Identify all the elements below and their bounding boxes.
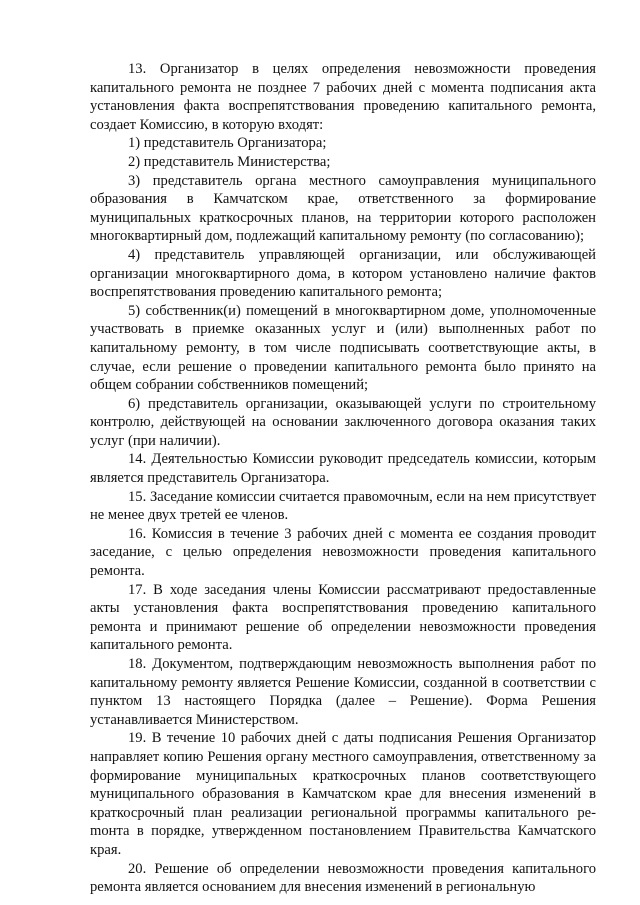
paragraph-13-item-1: 1) представитель Организатора; xyxy=(128,135,327,152)
paragraph-13-item-2: 2) представитель Министерства; xyxy=(128,153,331,170)
paragraph-17: 17. В ходе заседания члены Комиссии рассматривают предоставленные акты установления факта воспрепятствования проведению капитального ремонта и принимают решение об определении невозможности проведения капитального ремонта. xyxy=(90,581,596,654)
paragraph-19: 19. В течение 10 рабочих дней с даты подписания Решения Организатор направляет копию Решения органу местного самоуправления, ответственному за формирование муниципальных краткосрочных планов соответствующего муниципального образования в Камчатском крае для внесения изменений в краткосрочный план реализации региональной программы капитального реmонта в порядке, утвержденном постановлением Правительства Камчатского края. xyxy=(90,730,596,858)
paragraph-18: 18. Документом, подтверждающим невозможность выполнения работ по капитальному ремонту является Решение Комиссии, созданной в соответствии с пунктом 13 настоящего Порядка (далее – Решение). Форма Решения устанавливается Министерством. xyxy=(90,656,596,728)
paragraph-13-item-6: 6) представитель организации, оказывающей услуги по строительному контролю, действующей на основании заключенного договора оказания таких услуг (при наличии). xyxy=(90,395,596,449)
document-page xyxy=(90,60,596,897)
paragraph-13: 13. Организатор в целях определения невозможности проведения капитального ремонта не позднее 7 рабочих дней с момента подписания акта установления факта воспрепятствования проведению капитального ремонта, создает Комиссию, в которую входят: xyxy=(90,61,596,133)
paragraph-16: 16. Комиссия в течение 3 рабочих дней с момента ее создания проводит заседание, с целью определения невозможности проведения капитального ремонта. xyxy=(90,525,596,580)
paragraph-20: 20. Решение об определении невозможности проведения капитального ремонта является основанием для внесения изменений в региональную xyxy=(90,860,596,896)
paragraph-13-item-3: 3) представитель органа местного самоуправления муниципального образования в Камчатском крае, ответственного за формирование муниципальных краткосрочных планов, на территории которого расположен многоквартирный дом, подлежащий капитальному ремонту (по согласованию); xyxy=(90,172,596,245)
paragraph-13-item-5: 5) собственник(и) помещений в многоквартирном доме, уполномоченные участвовать в приемке оказанных услуг и (или) выполненных работ по капитальному ремонту, в том числе подписывать соответствующие акты, в случае, если решение о проведении капитального ремонта было принято на общем собрании собственников помещений; xyxy=(90,302,596,394)
paragraph-14: 14. Деятельностью Комиссии руководит председатель комиссии, которым является представитель Организатора. xyxy=(90,451,596,487)
paragraph-15: 15. Заседание комиссии считается правомочным, если на нем присутствует не менее двух третей ее членов. xyxy=(90,488,596,524)
paragraph-13-item-4: 4) представитель управляющей организации, или обслуживающей организации многоквартирного дома, в котором установлено наличие фактов воспрепятствования проведению капитального ремонта; xyxy=(90,246,596,301)
